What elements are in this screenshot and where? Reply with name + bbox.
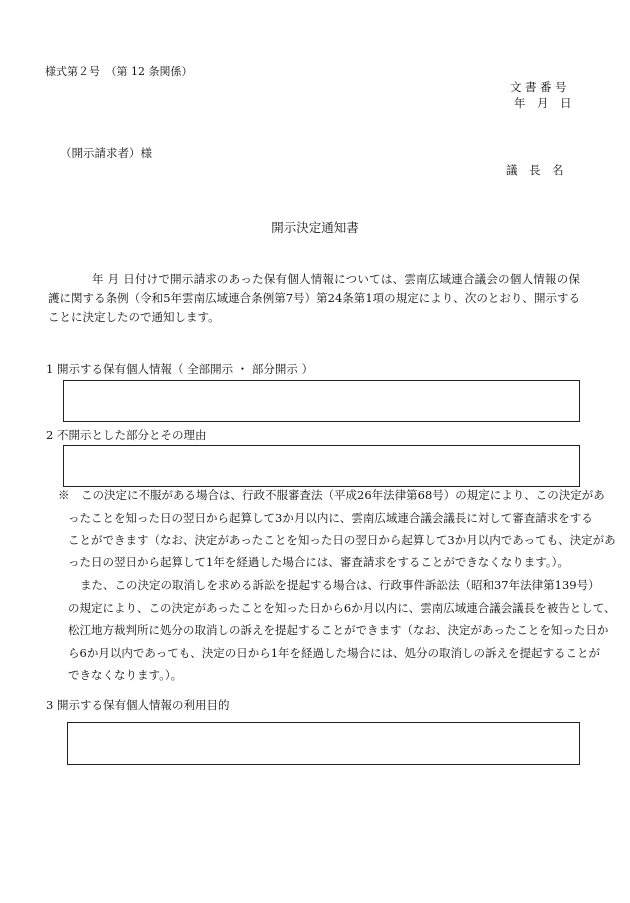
recipient-label: （開示請求者）様 — [60, 146, 152, 160]
section-3-title: 3 開示する保有個人情報の利用目的 — [46, 698, 230, 712]
document-title: 開示決定通知書 — [271, 220, 359, 235]
appeal-note-line-2: ったことを知った日の翌日から起算して3か月以内に、雲南広域連合議会議長に対して審査請求をする — [68, 511, 593, 525]
section-3-input-box[interactable] — [67, 722, 580, 765]
appeal-note-line-7: 松江地方裁判所に処分の取消しの訴えを提起することができます（なお、決定があったことを知った日か — [68, 623, 609, 637]
appeal-note-line-1: ※ この決定に不服がある場合は、行政不服審査法（平成26年法律第68号）の規定により、この決定があ — [58, 488, 605, 502]
appeal-note-line-4: った日の翌日から起算して1年を経過した場合には、審査請求をすることができなくなります。）。 — [68, 555, 569, 569]
section-1-title: 1 開示する保有個人情報（ 全部開示 ・ 部分開示 ） — [46, 362, 314, 376]
appeal-note-line-3: ことができます（なお、決定があったことを知った日の翌日から起算して3か月以内であっても、決定があ — [68, 533, 616, 547]
section-1-input-box[interactable] — [63, 380, 580, 422]
section-2-input-box[interactable] — [63, 445, 580, 487]
document-number-label: 文書番号 — [510, 80, 570, 94]
chair-name-label: 議 長 名 — [506, 163, 564, 177]
section-2-title: 2 不開示とした部分とその理由 — [46, 428, 207, 442]
date-label: 年 月 日 — [514, 96, 572, 110]
form-number-label: 様式第２号 （第 12 条関係） — [45, 65, 193, 78]
body-paragraph: 年 月 日付けで開示請求のあった保有個人情報については、雲南広域連合議会の個人情報の保護に関する条例（令和5年雲南広域連合条例第7号）第24条第1項の規定により、次のとおり、開示することに決定したので通知します。 — [48, 272, 580, 324]
appeal-note-line-9: できなくなります。）。 — [68, 668, 183, 682]
appeal-note-line-5: また、この決定の取消しを求める訴訟を提起する場合は、行政事件訴訟法（昭和37年法律第139号） — [80, 578, 600, 592]
appeal-note-line-8: ら6か月以内であっても、決定の日から1年を経過した場合には、処分の取消しの訴えを提起することが — [68, 646, 601, 660]
appeal-note-line-6: の規定により、この決定があったことを知った日から6か月以内に、雲南広域連合議会議長を被告として、 — [68, 601, 616, 615]
